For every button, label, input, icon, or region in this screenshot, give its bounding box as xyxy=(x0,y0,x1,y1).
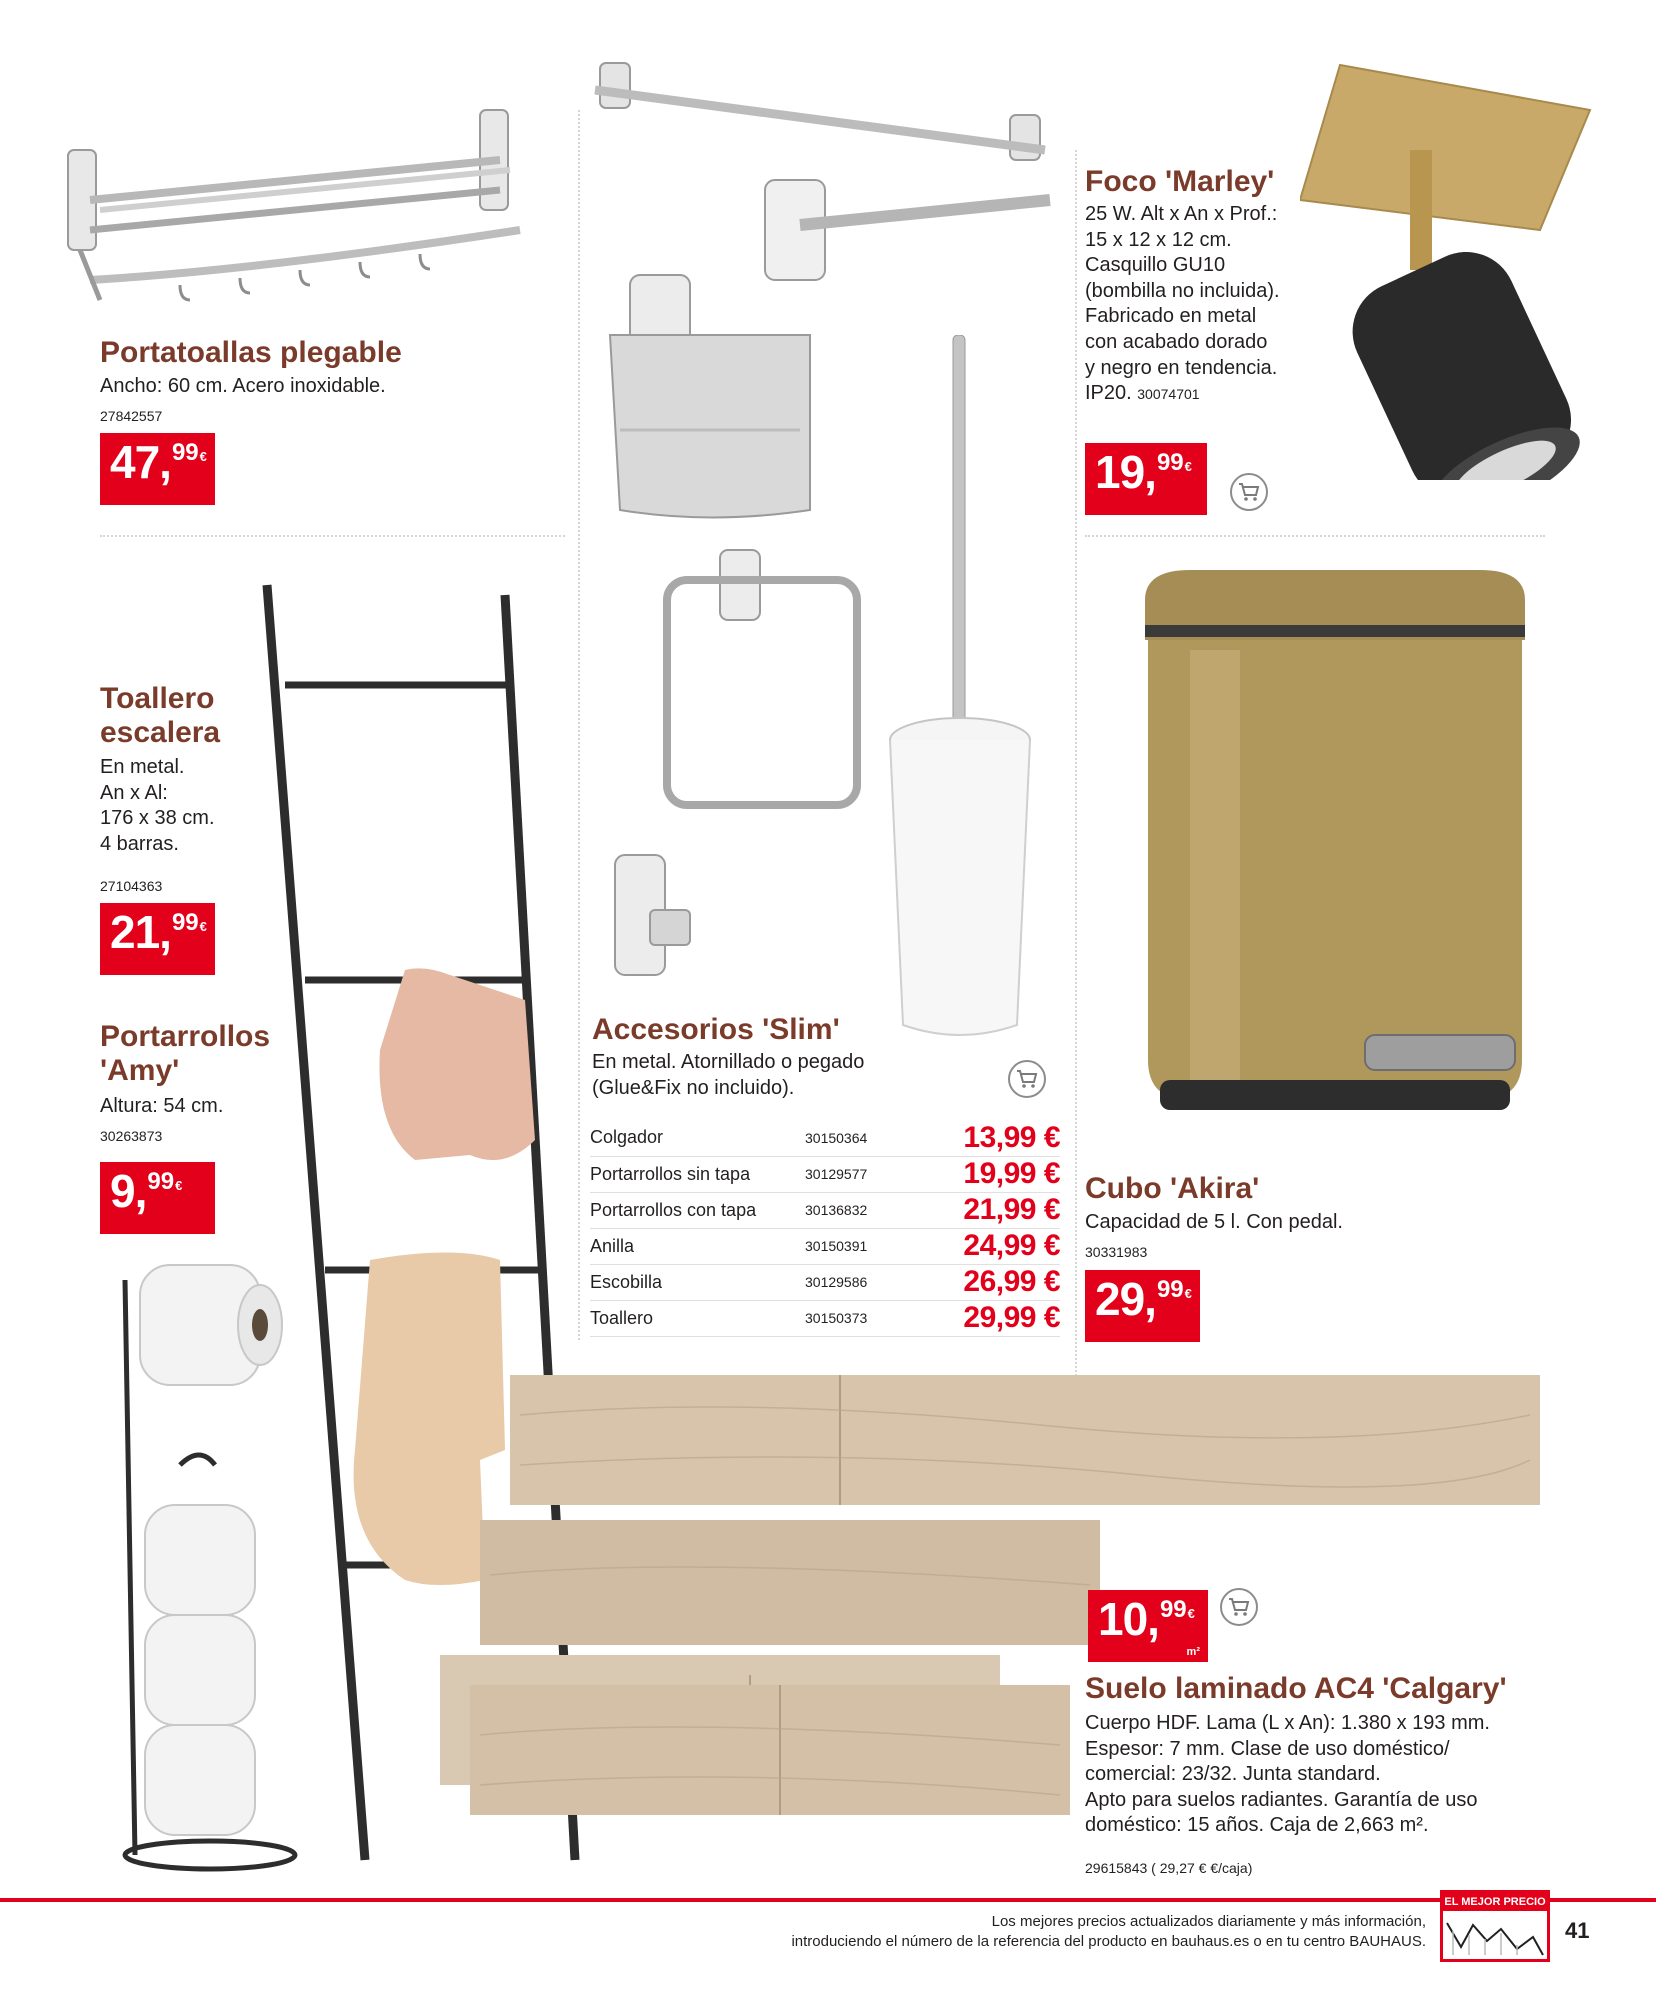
accesorios-desc xyxy=(592,1050,864,1101)
price-int: 9 xyxy=(110,1165,135,1217)
spotlight-image xyxy=(1300,60,1600,480)
portarrollos-title-line2: 'Amy' xyxy=(100,1053,180,1087)
row-name: Portarrollos con tapa xyxy=(590,1192,805,1228)
row-ref: 30136832 xyxy=(805,1192,915,1228)
row-ref: 30150391 xyxy=(805,1228,915,1264)
roll-stand-image xyxy=(115,1255,315,1875)
row-divider-right xyxy=(1085,535,1545,537)
price-unit: m² xyxy=(1186,1646,1200,1658)
suelo-cart-button[interactable] xyxy=(1220,1588,1258,1626)
foco-desc-line: Casquillo GU10 xyxy=(1085,254,1226,277)
portatoallas-desc: Ancho: 60 cm. Acero inoxidable. xyxy=(100,375,386,397)
foco-desc-line: con acabado dorado xyxy=(1085,330,1268,353)
cubo-title: Cubo 'Akira' xyxy=(1085,1172,1260,1205)
toallero-title-line2: escalera xyxy=(100,715,221,749)
row-ref: 30150373 xyxy=(805,1300,915,1336)
price-currency: € xyxy=(1184,1286,1192,1301)
accesorios-desc-line: En metal. Atornillado o pegado xyxy=(592,1051,865,1073)
price-currency: € xyxy=(199,919,207,934)
row-ref: 30129586 xyxy=(805,1264,915,1300)
row-price: 29,99 € xyxy=(915,1300,1060,1336)
price-currency: € xyxy=(1187,1606,1195,1621)
footer-note-line1: Los mejores precios actualizados diariamente y más información, xyxy=(991,1913,1426,1930)
price-dec: 99 xyxy=(1156,1276,1184,1303)
portatoallas-price-tag: 47 , 99 € xyxy=(100,433,215,505)
best-price-label: EL MEJOR PRECIO xyxy=(1443,1893,1547,1911)
price-int: 29 xyxy=(1095,1273,1145,1325)
table-row xyxy=(590,1228,1060,1264)
row-divider-left xyxy=(100,535,565,537)
price-int: 47 xyxy=(110,436,160,488)
row-price: 24,99 € xyxy=(915,1228,1060,1264)
foco-title: Foco 'Marley' xyxy=(1085,165,1275,198)
cubo-desc: Capacidad de 5 l. Con pedal. xyxy=(1085,1211,1343,1233)
shopping-cart-icon xyxy=(1016,1069,1038,1089)
towel-bar-image xyxy=(585,55,1055,165)
footer-rule xyxy=(0,1898,1656,1902)
foco-desc-line: (bombilla no incluida). xyxy=(1085,279,1280,302)
price-int: 21 xyxy=(110,906,160,958)
portarrollos-title-line1: Portarrollos xyxy=(100,1020,271,1053)
price-trend-icon xyxy=(1443,1911,1547,1959)
towel-shelf-image xyxy=(60,100,540,310)
foco-desc-line: y negro en tendencia. xyxy=(1085,356,1278,379)
price-currency: € xyxy=(199,449,207,464)
toallero-price-tag: 21 , 99 € xyxy=(100,903,215,975)
table-row xyxy=(590,1192,1060,1228)
accesorios-title: Accesorios 'Slim' xyxy=(592,1013,840,1046)
foco-desc-line: 15 x 12 x 12 cm. xyxy=(1085,228,1232,251)
foco-desc-last-line xyxy=(1085,381,1280,407)
suelo-title: Suelo laminado AC4 'Calgary' xyxy=(1085,1672,1507,1705)
cubo-price-tag: 29 , 99 € xyxy=(1085,1270,1200,1342)
foco-cart-button[interactable] xyxy=(1230,473,1268,511)
foco-desc xyxy=(1085,202,1280,407)
row-ref: 30129577 xyxy=(805,1156,915,1192)
portarrollos-desc: Altura: 54 cm. xyxy=(100,1095,224,1117)
toallero-desc-line: 4 barras. xyxy=(100,832,179,855)
row-name: Escobilla xyxy=(590,1264,805,1300)
suelo-desc-line: comercial: 23/32. Junta standard. xyxy=(1085,1763,1381,1786)
price-currency: € xyxy=(175,1178,183,1193)
toallero-title-line1: Toallero xyxy=(100,682,215,715)
portarrollos-ref: 30263873 xyxy=(100,1128,163,1144)
toallero-desc xyxy=(100,755,215,857)
accesorios-desc-line: (Glue&Fix no incluido). xyxy=(592,1076,795,1099)
price-int: 19 xyxy=(1095,446,1145,498)
table-row xyxy=(590,1120,1060,1156)
foco-desc-line: Fabricado en metal xyxy=(1085,305,1257,328)
toallero-desc-line: An x Al: xyxy=(100,781,168,804)
footer-note-line2: introduciendo el número de la referencia del producto en bauhaus.es o en tu centro BAUHAUS. xyxy=(791,1932,1426,1950)
shopping-cart-icon xyxy=(1238,482,1260,502)
footer-note xyxy=(791,1912,1426,1951)
toallero-desc-line: 176 x 38 cm. xyxy=(100,807,215,830)
table-row xyxy=(590,1300,1060,1336)
suelo-desc-line: Espesor: 7 mm. Clase de uso doméstico/ xyxy=(1085,1737,1450,1760)
hook-image xyxy=(610,850,715,985)
table-row xyxy=(590,1156,1060,1192)
suelo-desc-line: doméstico: 15 años. Caja de 2,663 m². xyxy=(1085,1814,1429,1837)
toallero-desc-line: En metal. xyxy=(100,756,185,778)
shopping-cart-icon xyxy=(1228,1597,1250,1617)
toallero-title xyxy=(100,682,220,749)
portarrollos-price-tag: 9 , 99 € xyxy=(100,1162,215,1234)
lid-roll-holder-image xyxy=(600,270,825,520)
suelo-desc xyxy=(1085,1711,1490,1839)
suelo-desc-line: Apto para suelos radiantes. Garantía de uso xyxy=(1085,1788,1478,1811)
price-currency: € xyxy=(1184,459,1192,474)
toilet-brush-image xyxy=(885,335,1035,1045)
foco-price-tag: 19 , 99 € xyxy=(1085,443,1207,515)
suelo-desc-line: Cuerpo HDF. Lama (L x An): 1.380 x 193 mm. xyxy=(1085,1712,1490,1734)
price-dec: 99 xyxy=(1156,449,1184,476)
price-int: 10 xyxy=(1098,1593,1148,1645)
row-name: Toallero xyxy=(590,1300,805,1336)
row-name: Colgador xyxy=(590,1120,805,1156)
accesorios-price-table xyxy=(590,1120,1060,1337)
price-dec: 99 xyxy=(171,909,199,936)
portarrollos-title xyxy=(100,1020,270,1087)
suelo-price-tag: 10 , 99 € m² xyxy=(1088,1590,1208,1662)
portatoallas-title: Portatoallas plegable xyxy=(100,336,402,369)
accesorios-cart-button[interactable] xyxy=(1008,1060,1046,1098)
row-price: 19,99 € xyxy=(915,1156,1060,1192)
towel-ring-image xyxy=(655,545,870,815)
row-name: Portarrollos sin tapa xyxy=(590,1156,805,1192)
foco-ref: 30074701 xyxy=(1137,386,1200,403)
foco-ip-rating: IP20. xyxy=(1085,382,1132,405)
row-price: 13,99 € xyxy=(915,1120,1060,1156)
toallero-ref: 27104363 xyxy=(100,878,163,894)
best-price-badge xyxy=(1440,1890,1550,1962)
price-dec: 99 xyxy=(147,1168,175,1195)
pedal-bin-image xyxy=(1130,560,1540,1120)
page-number: 41 xyxy=(1565,1918,1590,1943)
table-row xyxy=(590,1264,1060,1300)
column-divider-right xyxy=(1075,150,1077,1380)
portatoallas-ref: 27842557 xyxy=(100,408,163,424)
row-name: Anilla xyxy=(590,1228,805,1264)
row-price: 21,99 € xyxy=(915,1192,1060,1228)
cubo-ref: 30331983 xyxy=(1085,1244,1148,1260)
price-dec: 99 xyxy=(171,439,199,466)
foco-desc-line: 25 W. Alt x An x Prof.: xyxy=(1085,203,1278,225)
suelo-ref: 29615843 ( 29,27 € €/caja) xyxy=(1085,1860,1253,1876)
row-ref: 30150364 xyxy=(805,1120,915,1156)
row-price: 26,99 € xyxy=(915,1264,1060,1300)
price-dec: 99 xyxy=(1159,1596,1187,1623)
